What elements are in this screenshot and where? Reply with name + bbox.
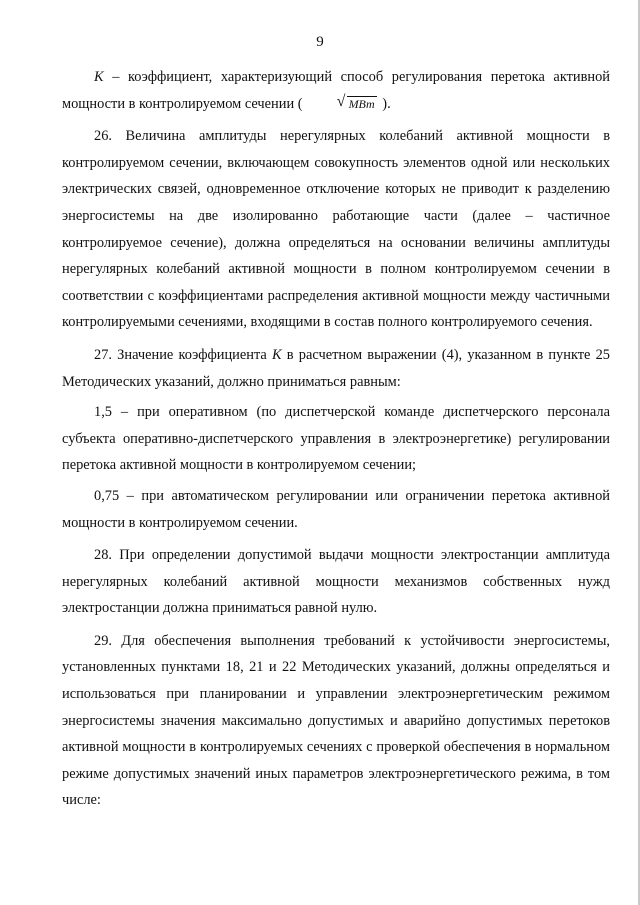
paragraph-27-after: в расчетном выражении (4), указанном в пункте 25 Методических указаний, должно приниматься равным: (62, 346, 611, 390)
k-symbol: K (94, 69, 104, 85)
paragraph-k-definition (62, 64, 610, 117)
body-text (62, 64, 610, 820)
k-definition-text: – коэффициент, характеризующий способ регулирования перетока активной мощности в контролируемом сечении ( (62, 69, 610, 112)
k-definition-close: ). (378, 95, 391, 112)
paragraph-27-before: 27. Значение коэффициента (94, 346, 273, 363)
paragraph-27-item-b: 0,75 – при автоматическом регулировании или ограничении перетока активной мощности в контролируемом сечении. (62, 487, 610, 531)
page-number: 9 (316, 34, 324, 50)
paragraph-29: 29. Для обеспечения выполнения требований к устойчивости энергосистемы, установленных пунктами 18, 21 и 22 Методических указаний, должны определяться и использоваться при планировании и управлении электроэнергетическим режимом энергосистемы значения максимально допустимых и аварийно допустимых перетоков активной мощности в контролируемых сечениях с проверкой обеспечения в нормальном режиме допустимых значений иных параметров электроэнергетического режима, в том числе: (62, 632, 610, 809)
paragraph-27 (62, 342, 610, 395)
sqrt-unit (305, 91, 377, 118)
paragraph-28: 28. При определении допустимой выдачи мощности электростанции амплитуда нерегулярных колебаний активной мощности механизмов собственных нужд электростанции должна приниматься равной нулю. (62, 547, 610, 617)
k-symbol-27: K (272, 346, 282, 363)
paragraph-26: 26. Величина амплитуды нерегулярных колебаний активной мощности в контролируемом сечении, включающем совокупность элементов одной или нескольких электрических связей, одновременное отключение которых не приводит к разделению энергосистемы на две изолированно работающие части (далее – частичное контролируемое сечение), должна определяться на основании величины амплитуды нерегулярных колебаний активной мощности в полном контролируемом сечении в соответствии с коэффициентами распределения активной мощности между частичными контролируемыми сечениями, входящими в состав полного контролируемого сечения. (62, 128, 610, 331)
sqrt-sign: √ (336, 92, 346, 110)
paragraph-27-item-a: 1,5 – при оперативном (по диспетчерской команде диспетчерского персонала субъекта оперативно-диспетчерского управления в электроэнергетике) регулировании перетока активной мощности в контролируемом сечении; (62, 404, 610, 474)
sqrt-unit-text: МВт (348, 96, 375, 111)
